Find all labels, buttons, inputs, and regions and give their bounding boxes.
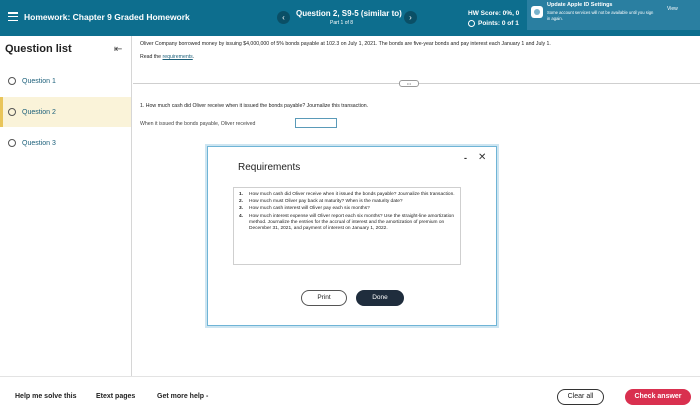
sidebar-item-label: Question 2 bbox=[22, 108, 56, 116]
requirements-list bbox=[233, 187, 461, 265]
dialog-title: Requirements bbox=[238, 162, 301, 173]
requirement-text: How much interest expense will Oliver report each six months? Use the straight-line amortization method. Journalize the entries for the accrual of interest and the amortization of premium on December 31, 2021, and payment of interest on January 1, 2022. bbox=[249, 213, 455, 232]
requirements-link[interactable]: requirements bbox=[162, 54, 193, 60]
points bbox=[468, 20, 519, 27]
notification-body: Some account services will not be available until you sign in again. bbox=[547, 10, 654, 21]
close-icon[interactable]: ✕ bbox=[478, 152, 487, 163]
problem-statement: Oliver Company borrowed money by issuing $4,000,000 of 5% bonds payable at 102.3 on July 1, 2021. The bonds are five-year bonds and pay interest each January 1 and July 1. bbox=[140, 41, 551, 47]
settings-app-icon bbox=[531, 6, 543, 18]
check-answer-button[interactable]: Check answer bbox=[625, 389, 691, 405]
sidebar-item-question-3[interactable] bbox=[0, 128, 131, 158]
done-button[interactable]: Done bbox=[356, 290, 404, 306]
requirement-number: 2. bbox=[239, 199, 244, 205]
question-title: Question 2, S9-5 (similar to) bbox=[296, 9, 402, 18]
requirement-item bbox=[239, 214, 455, 233]
status-circle-icon bbox=[8, 108, 16, 116]
requirement-number: 1. bbox=[239, 192, 244, 197]
minimize-icon[interactable]: - bbox=[464, 153, 467, 163]
status-circle-icon bbox=[8, 77, 16, 85]
divider-handle-icon[interactable]: ••• bbox=[399, 80, 419, 87]
requirement-number: 4. bbox=[239, 213, 244, 219]
read-requirements-line: Read the requirements. bbox=[140, 54, 195, 60]
print-button[interactable]: Print bbox=[301, 290, 347, 306]
requirement-text: How much must Oliver pay back at maturity? When is the maturity date? bbox=[249, 199, 403, 205]
sidebar-item-label: Question 1 bbox=[22, 77, 56, 85]
clear-all-button[interactable]: Clear all bbox=[557, 389, 604, 405]
requirement-text: How much cash did Oliver receive when it issued the bonds payable? Journalize this transaction. bbox=[249, 192, 455, 197]
cash-received-input[interactable] bbox=[295, 118, 337, 128]
next-question-button[interactable]: › bbox=[404, 11, 417, 24]
status-circle-icon bbox=[8, 139, 16, 147]
collapse-sidebar-icon[interactable]: ⇤ bbox=[114, 44, 123, 55]
question-prompt: 1. How much cash did Oliver receive when it issued the bonds payable? Journalize this transaction. bbox=[140, 103, 369, 109]
question-list-heading: Question list bbox=[5, 43, 72, 55]
sidebar-item-label: Question 3 bbox=[22, 139, 56, 147]
requirements-dialog bbox=[207, 146, 497, 326]
read-the-text: Read the bbox=[140, 54, 163, 60]
previous-question-button[interactable]: ‹ bbox=[277, 11, 290, 24]
requirement-item bbox=[239, 206, 455, 212]
requirement-text: How much cash interest will Oliver pay each six months? bbox=[249, 206, 370, 212]
help-me-solve-button[interactable]: Help me solve this bbox=[15, 393, 77, 400]
hw-score: HW Score: 0%, 0 bbox=[468, 10, 520, 17]
get-more-help-button[interactable]: Get more help - bbox=[157, 393, 209, 400]
notification-title: Update Apple ID Settings bbox=[547, 2, 613, 8]
question-list-sidebar bbox=[0, 36, 132, 376]
app-title: Homework: Chapter 9 Graded Homework bbox=[24, 12, 190, 22]
requirement-item bbox=[239, 192, 455, 198]
points-circle-icon bbox=[468, 20, 475, 27]
requirement-item bbox=[239, 199, 455, 205]
question-part: Part 1 of 8 bbox=[330, 20, 354, 26]
requirement-number: 3. bbox=[239, 206, 244, 212]
bottom-bar bbox=[0, 376, 700, 416]
points-label: Points: 0 of 1 bbox=[478, 20, 519, 27]
issued-label: When it issued the bonds payable, Oliver received bbox=[140, 121, 256, 127]
sidebar-item-question-1[interactable] bbox=[0, 66, 131, 96]
apple-id-notification[interactable] bbox=[527, 0, 700, 30]
sidebar-item-question-2[interactable] bbox=[0, 97, 131, 127]
notification-view-button[interactable]: View bbox=[667, 6, 678, 12]
etext-pages-button[interactable]: Etext pages bbox=[96, 393, 136, 400]
menu-icon[interactable] bbox=[8, 12, 18, 21]
